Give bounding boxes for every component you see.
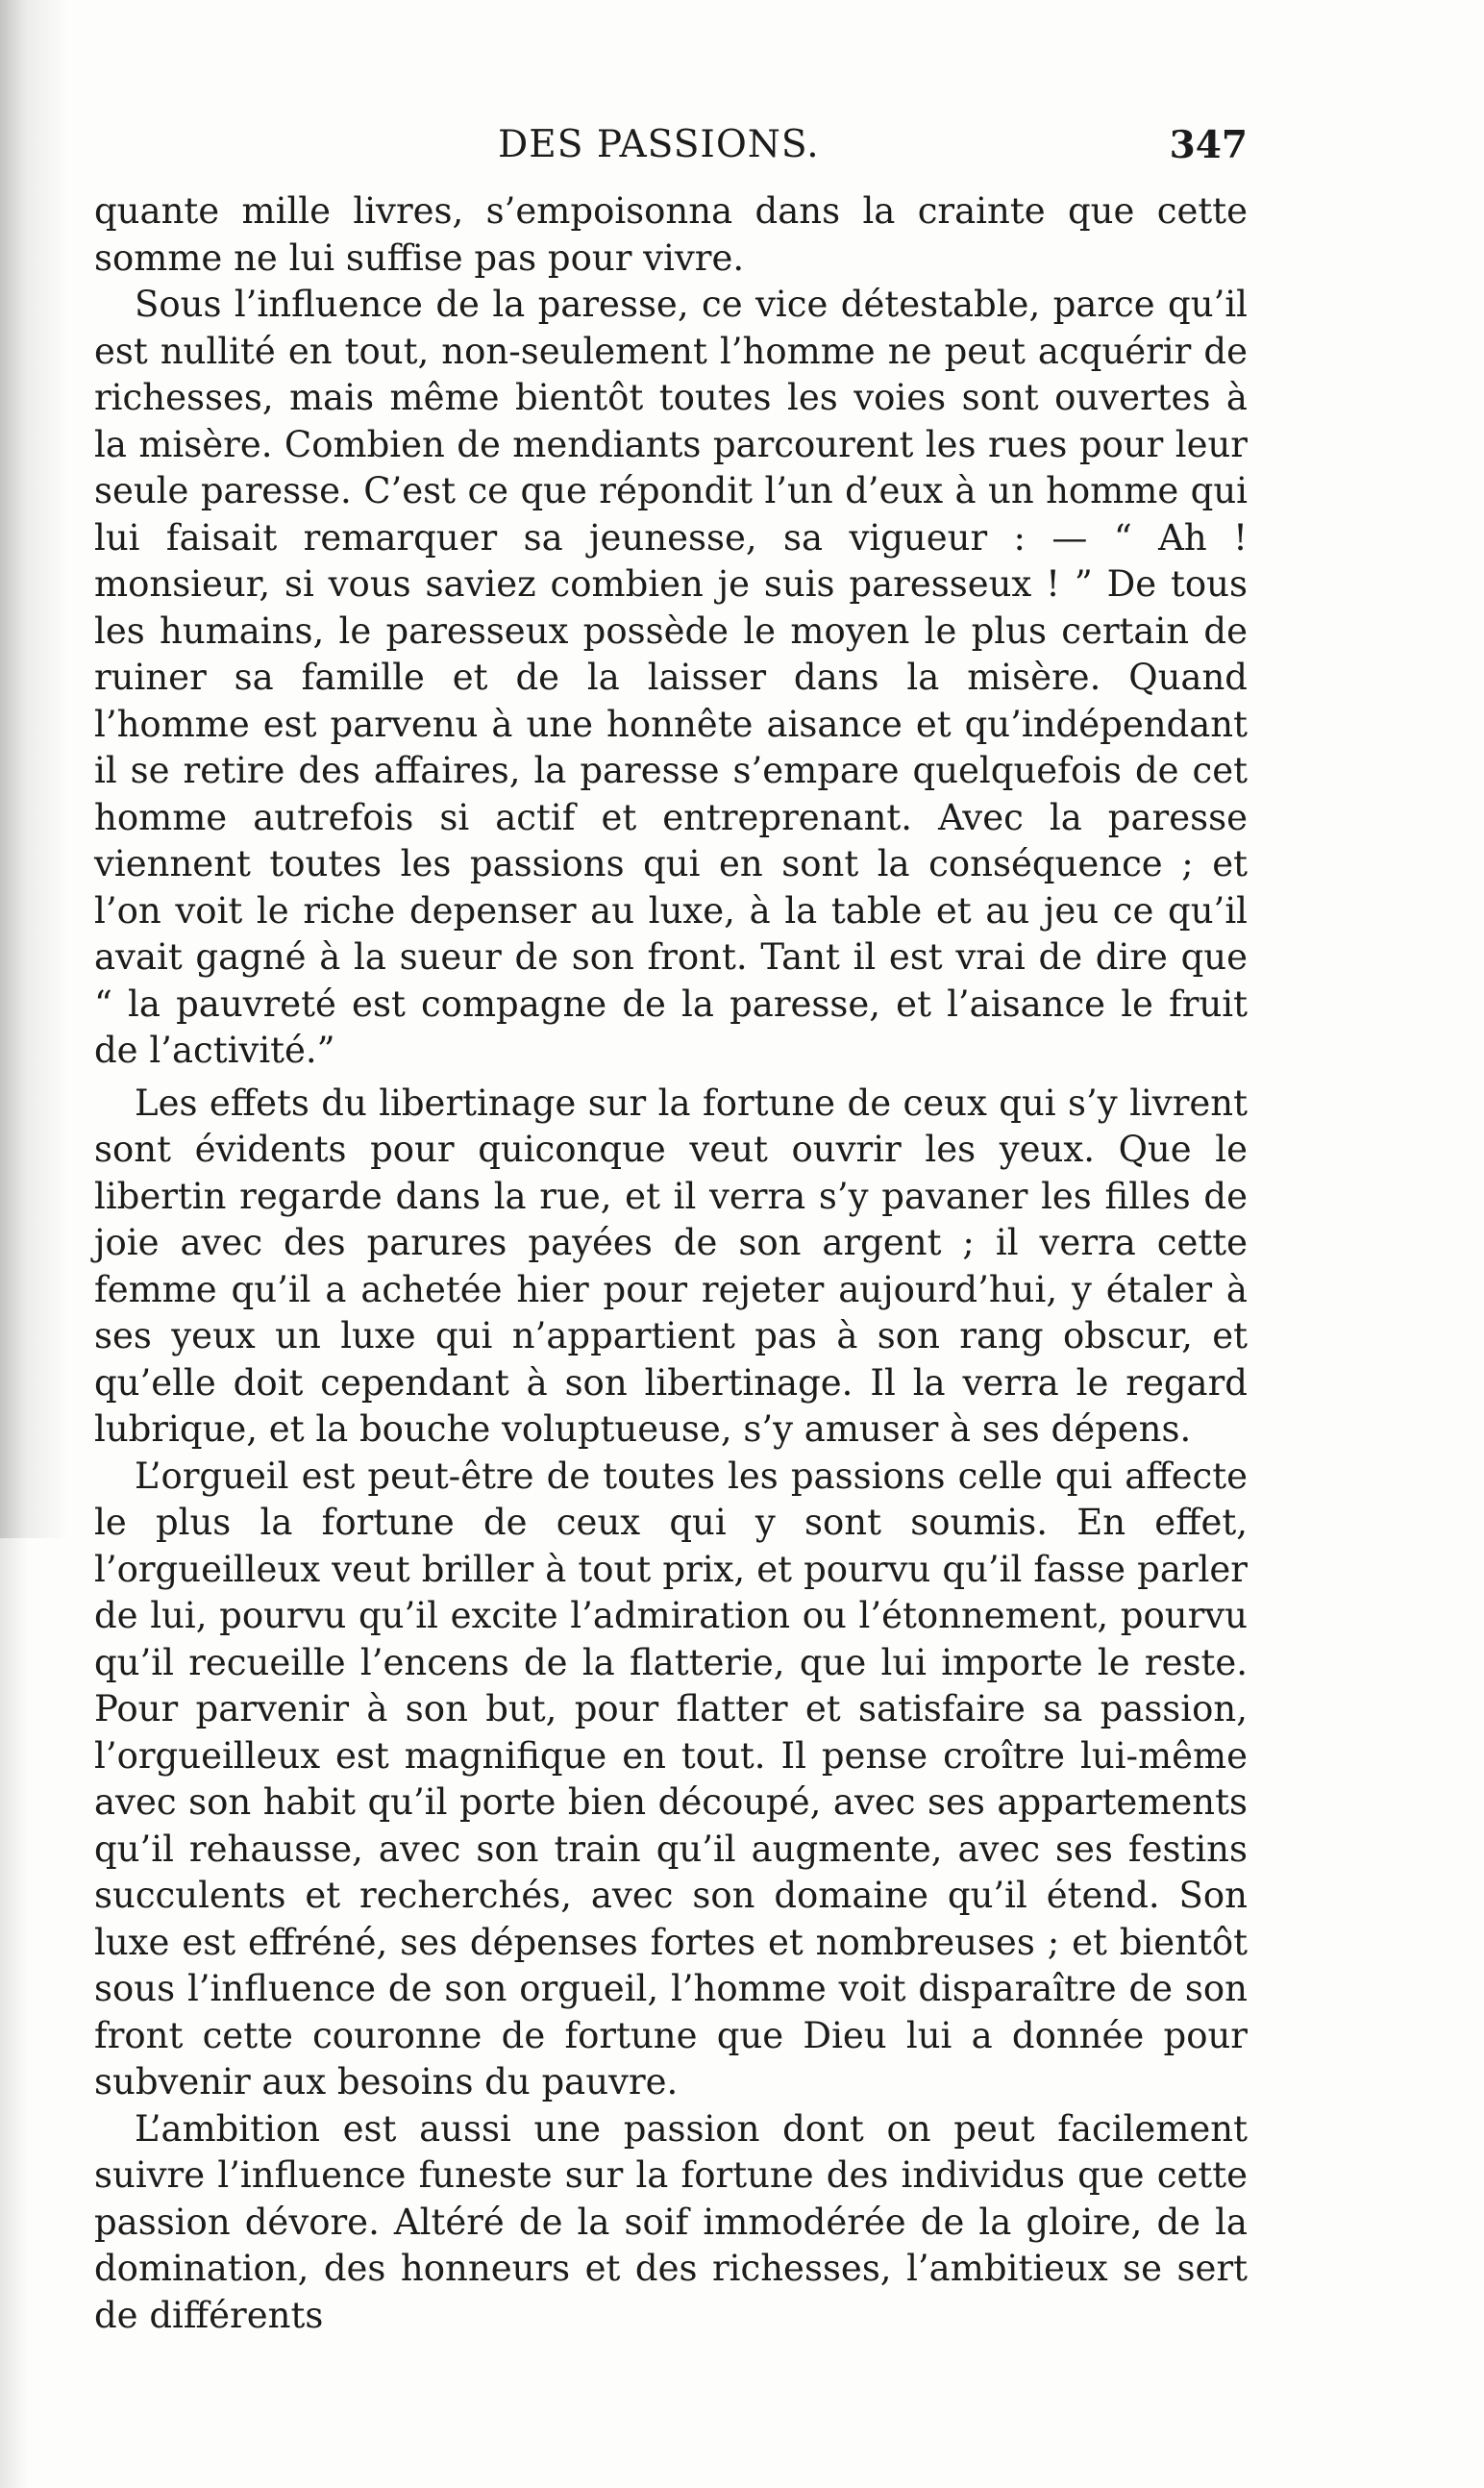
page-gutter-shadow-lower — [0, 1538, 29, 2488]
paragraph-paresse: Sous l’influence de la paresse, ce vice détestable, parce qu’il est nullité en tout, non-seulement l’homme ne peut acquérir de richesses, mais même bientôt toutes les voies sont ouvertes à la misère. Combien de mendiants parcourent les rues pour leur seule paresse. C’est ce que répondit l’un d’eux à un homme qui lui faisait remarquer sa jeunesse, sa vigueur : — “ Ah ! monsieur, si vous saviez combien je suis paresseux ! ” De tous les humains, le paresseux possède le moyen le plus certain de ruiner sa famille et de la laisser dans la misère. Quand l’homme est parvenu à une honnête aisance et qu’indépendant il se retire des affaires, la paresse s’empare quelquefois de cet homme autrefois si actif et entreprenant. Avec la paresse viennent toutes les passions qui en sont la conséquence ; et l’on voit le riche depenser au luxe, à la table et au jeu ce qu’il avait gagné à la sueur de son front. Tant il est vrai de dire que “ la pauvreté est compagne de la paresse, et l’aisance le fruit de l’activité.” — [94, 284, 1248, 1071]
page-header — [94, 123, 1248, 173]
body-text — [94, 188, 1248, 2339]
paragraph-libertinage: Les effets du libertinage sur la fortune de ceux qui s’y livrent sont évidents pour quiconque veut ouvrir les yeux. Que le libertin regarde dans la rue, et il verra s’y pavaner les filles de joie avec des parures payées de son argent ; il verra cette femme qu’il a achetée hier pour rejeter aujourd’hui, y étaler à ses yeux un luxe qui n’appartient pas à son rang obscur, et qu’elle doit cependant à son libertinage. Il la verra le regard lubrique, et la bouche voluptueuse, s’y amuser à ses dépens. — [94, 1082, 1248, 1450]
page-gutter-shadow — [0, 0, 67, 1538]
paragraph-orgueil: L’orgueil est peut-être de toutes les passions celle qui affecte le plus la fortune de ceux qui y sont soumis. En effet, l’orgueilleux veut briller à tout prix, et pourvu qu’il fasse parler de lui, pourvu qu’il excite l’admiration ou l’étonnement, pourvu qu’il recueille l’encens de la flatterie, que lui importe le reste. Pour parvenir à son but, pour flatter et satisfaire sa passion, l’orgueilleux est magnifique en tout. Il pense croître lui-même avec son habit qu’il porte bien découpé, avec ses appartements qu’il rehausse, avec son train qu’il augmente, avec ses festins succulents et recherchés, avec son domaine qu’il étend. Son luxe est effréné, ses dépenses fortes et nombreuses ; et bientôt sous l’influence de son orgueil, l’homme voit disparaître de son front cette couronne de fortune que Dieu lui a donnée pour subvenir aux besoins du pauvre. — [94, 1455, 1248, 2102]
running-title: DES PASSIONS. — [498, 123, 820, 166]
paragraph-ambition: L’ambition est aussi une passion dont on peut facilement suivre l’influence funeste sur la fortune des individus que cette passion dévore. Altéré de la soif immodérée de la gloire, de la domination, des honneurs et des richesses, l’ambitieux se sert de différents — [94, 2107, 1248, 2336]
page-number: 347 — [1169, 123, 1248, 167]
paragraph-continuation: quante mille livres, s’empoisonna dans la crainte que cette somme ne lui suffise pas pour vivre. — [94, 190, 1248, 279]
